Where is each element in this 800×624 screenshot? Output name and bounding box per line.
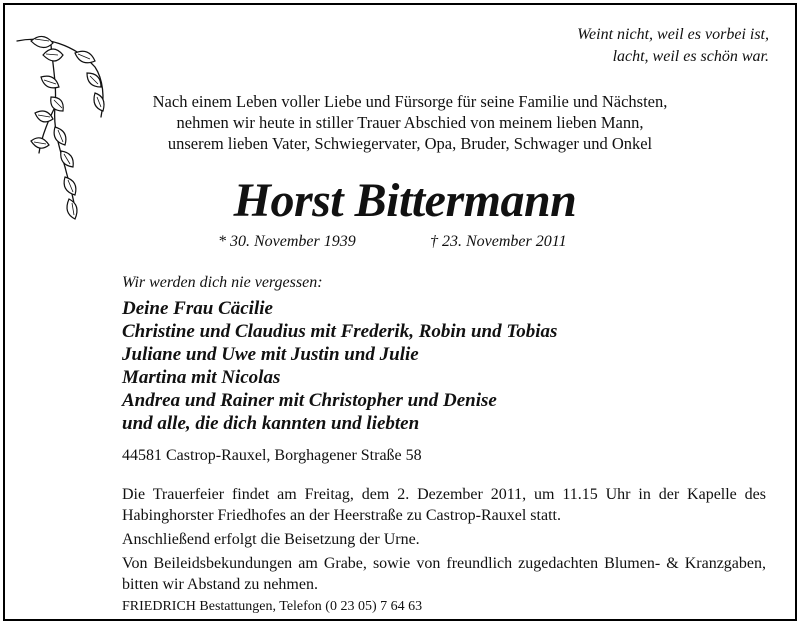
intro-line-2: nehmen wir heute in stiller Trauer Abschied von meinem lieben Mann,: [176, 113, 644, 132]
motto-line-2: lacht, weil es schön war.: [612, 48, 769, 65]
family-member: Christine und Claudius mit Frederik, Robin und Tobias: [122, 321, 558, 342]
obituary-notice: [3, 3, 797, 621]
family-member: Martina mit Nicolas: [122, 367, 281, 388]
birth-date: * 30. November 1939: [218, 233, 356, 250]
death-date: † 23. November 2011: [430, 233, 567, 250]
condolences-text: Von Beileidsbekundungen am Grabe, sowie von freundlich zugedachten Blumen- & Kranzgaben, bitten wir Abstand zu nehmen.: [122, 555, 766, 593]
funeral-home: FRIEDRICH Bestattungen, Telefon (0 23 05) 7 64 63: [122, 599, 423, 614]
burial-text: Anschließend erfolgt die Beisetzung der Urne.: [122, 531, 420, 548]
family-member: Andrea und Rainer mit Christopher und Denise: [122, 390, 497, 411]
remembrance-line: Wir werden dich nie vergessen:: [122, 274, 323, 291]
motto-line-1: Weint nicht, weil es vorbei ist,: [577, 26, 769, 43]
deceased-name: Horst Bittermann: [233, 174, 577, 227]
family-member: Juliane und Uwe mit Justin und Julie: [122, 344, 419, 365]
family-list: [122, 297, 557, 435]
family-member: Deine Frau Cäcilie: [122, 298, 273, 319]
intro-line-1: Nach einem Leben voller Liebe und Fürsorge für seine Familie und Nächsten,: [152, 92, 668, 111]
family-member: und alle, die dich kannten und liebten: [122, 413, 420, 434]
intro-line-3: unserem lieben Vater, Schwiegervater, Opa, Bruder, Schwager und Onkel: [167, 134, 653, 153]
intro-text: [75, 91, 745, 154]
ceremony-text: Die Trauerfeier findet am Freitag, dem 2. Dezember 2011, um 11.15 Uhr in der Kapelle des Habinghorster Friedhofes an der Heerstraße zu Castrop-Rauxel statt.: [122, 486, 766, 524]
mourner-address: 44581 Castrop-Rauxel, Borghagener Straße 58: [122, 447, 422, 464]
